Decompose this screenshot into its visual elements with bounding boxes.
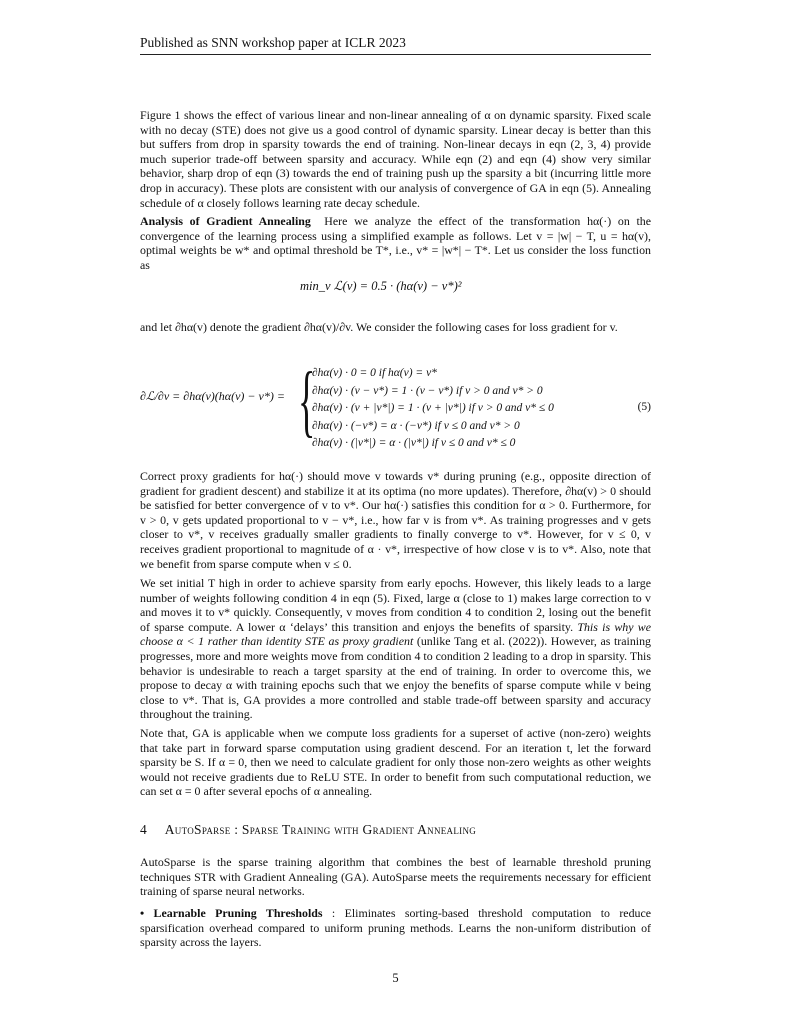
paragraph-ga-applicability: Note that, GA is applicable when we compute loss gradients for a superset of active (non-zero) weights that take part in forward sparse computation using gradient descend. For an iteration t, let the forward sparsity be S. If α = 0, then we need to calculate gradient for only those non-zero weights as other weights would not receive gradients due to ReLU STE. In order to benefit from such computational reduction, we can set α = 0 after several epochs of α annealing. <box>140 726 651 799</box>
equation-loss: min_v ℒ(v) = 0.5 · (hα(v) − v*)² <box>300 279 462 293</box>
paragraph-proxy-gradients: Correct proxy gradients for hα(·) should move v towards v* during pruning (e.g., opposite direction of gradient for gradient descent) and stabilize it at its optima (no more updates). Therefore, ∂hα(v) > 0 should be satisfied for better convergence of v to v*. Our hα(·) satisfies this condition for α > 0. Furthermore, for v > 0, v gets updated proportional to v − v*, i.e., how far v is from v*. As training progresses and v gets closer to v*, v receives gradually smaller gradients to finally converge to v*. However, for v ≤ 0, v receives gradient proportional to magnitude of α · v*, irrespective of how close v is to v*. Also, note that we benefit from sparse compute when v ≤ 0. <box>140 469 651 571</box>
equation-5 <box>140 357 651 455</box>
section-title: AutoSparse : Sparse Training with Gradient Annealing <box>164 822 477 837</box>
emphasis-alpha-choice: This is why we choose α < 1 rather than identity STE as proxy gradient <box>140 619 652 649</box>
section-number: 4 <box>140 822 147 837</box>
equation-5-lhs: ∂ℒ/∂v = ∂hα(v)(hα(v) − v*) = <box>140 389 285 403</box>
case-2: ∂hα(v) · (v − v*) = 1 · (v − v*) if v > 0 and v* > 0 <box>312 384 543 397</box>
bullet-learnable-thresholds <box>140 906 651 950</box>
paragraph-figure-effect: Figure 1 shows the effect of various linear and non-linear annealing of α on dynamic sparsity. Fixed scale with no decay (STE) does not give us a good control of dynamic sparsity. Linear decay is better than this but suffers from drop in sparsity towards the end of training. Non-linear decays in eqn (2, 3, 4) provide much superior trade-off between sparsity and accuracy. While eqn (2) and eqn (4) show very similar behavior, sharp drop of eqn (3) towards the end of training push up the sparsity a bit (incurring little more drop in accuracy). These plots are consistent with our analysis of convergence of GA in eqn (5). Annealing schedule of α closely follows learning rate decay schedule. <box>140 108 651 210</box>
equation-number: (5) <box>637 401 651 413</box>
bullet-heading: • Learnable Pruning Thresholds <box>140 906 323 920</box>
case-5: ∂hα(v) · (|v*|) = α · (|v*|) if v ≤ 0 and v* ≤ 0 <box>312 437 516 449</box>
analysis-heading: Analysis of Gradient Annealing <box>140 214 311 228</box>
page-number: 5 <box>392 971 399 985</box>
equation-5-cases <box>312 365 554 453</box>
paragraph-initial-threshold: We set initial T high in order to achieve sparsity from early epochs. However, this likely leads to a large number of weights following condition 4 in eqn (5). Fixed, large α (close to 1) makes large correction to v and moves it to v* quickly. Consequently, v moves from condition 4 to condition 2, losing out the benefit of sparse compute. A lower α ‘delays’ this transition and enjoys the benefits of sparsity. This is why we choose α < 1 rather than identity STE as proxy gradient (unlike Tang et al. (2022)). However, as training progresses, more and more weights move from condition 4 to condition 2 leading to a drop in sparsity. This behavior is undesirable to reach a target sparsity at the end of training. In order to overcome this, we propose to decay α with training epochs such that we enjoy the benefits of sparse compute while v being close to v*. That is, GA provides a more controlled and stable trade-off between sparsity and accuracy throughout the training. <box>140 576 652 722</box>
section-heading <box>140 822 476 838</box>
paragraph-autosparse: AutoSparse is the sparse training algorithm that combines the best of learnable threshold pruning techniques STR with Gradient Annealing (GA). AutoSparse meets the requirements necessary for efficient training of sparse neural networks. <box>140 855 651 899</box>
case-3: ∂hα(v) · (v + |v*|) = 1 · (v + |v*|) if v > 0 and v* ≤ 0 <box>312 402 554 414</box>
analysis-text: Here we analyze the effect of the transformation hα(·) on the convergence of the learning process using a simplified example as follows. Let v = |w| − T, u = hα(v), optimal weights be w* and optimal threshold be T*, i.e., v* = |w*| − T*. Let us consider the loss function as <box>140 214 652 272</box>
case-4: ∂hα(v) · (−v*) = α · (−v*) if v ≤ 0 and v* > 0 <box>312 419 520 432</box>
paragraph-analysis <box>140 214 651 272</box>
paragraph-gradient-def: and let ∂hα(v) denote the gradient ∂hα(v)/∂v. We consider the following cases for loss gradient for v. <box>140 320 618 334</box>
header-rule <box>140 54 651 55</box>
bullet-text: : Eliminates sorting-based threshold computation to reduce sparsification overhead compared to uniform pruning methods. Learns the non-uniform distribution of sparsity across the layers. <box>140 906 652 950</box>
running-header: Published as SNN workshop paper at ICLR 2023 <box>140 35 406 50</box>
case-1: ∂hα(v) · 0 = 0 if hα(v) = v* <box>312 367 437 379</box>
equation-5-brace: { <box>298 357 316 445</box>
